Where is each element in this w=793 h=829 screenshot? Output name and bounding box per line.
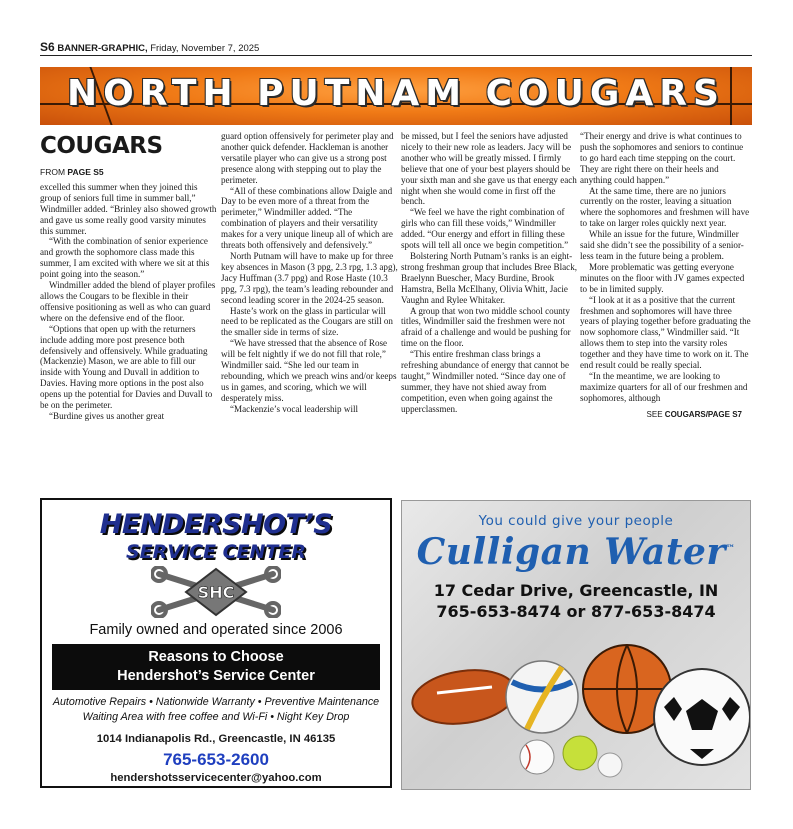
hendershot-subbrand: SERVICE CENTER — [126, 541, 306, 563]
jump-to-label: SEE — [646, 409, 663, 419]
culligan-brand-name: Culligan Water — [416, 531, 726, 573]
paragraph: guard option offensively for perimeter play and another quick defender. Hackleman is another versatile player who can give us a strong post presence along with stepping out to play the perimeter. — [221, 131, 394, 185]
reasons-line-2: Hendershot’s Service Center — [117, 668, 315, 684]
paragraph: “Burdine gives us another great — [49, 410, 165, 421]
folio-rule — [40, 55, 752, 56]
jump-from-page: PAGE S5 — [67, 167, 104, 177]
paragraph: “With the combination of senior experience and growth the sophomore class made this summer, I am excited with where we sit at this point going into the season.” — [40, 236, 210, 280]
trademark-symbol: ™ — [725, 544, 736, 554]
paragraph: “All of these combinations allow Daigle and Day to be even more of a threat from the perimeter,” Windmiller added. “The combination of players and their versatility makes for a very unique lineup all of which are threats both offensively and defensively.” — [221, 185, 393, 251]
reasons-box — [52, 644, 380, 690]
paragraph: “In the meantime, we are looking to maximize quarters for all of our freshmen and sophomores, although — [580, 370, 748, 403]
banner-title: NORTH PUTNAM COUGARS — [67, 73, 725, 114]
culligan-phones: 765-653-8474 or 877-653-8474 — [436, 602, 716, 621]
football-icon — [409, 664, 519, 730]
hendershot-brand: HENDERSHOT’S — [99, 509, 333, 540]
article-column-1 — [40, 131, 217, 422]
paragraph: While an issue for the future, Windmiller said she didn’t see the possibility of a senior-less team in the future being a problem. — [580, 229, 744, 261]
publication-date: Friday, November 7, 2025 — [150, 43, 260, 54]
paragraph: North Putnam will have to make up for three key absences in Mason (3 ppg, 2.3 rpg, 1.3 apg), Jacy Huffman (3.7 ppg) and Rose Haste (10.3 ppg, 7.3 rpg), the team’s leading rebounder and second leading scorer in the 2024-25 season. — [221, 250, 398, 305]
golf-ball-icon — [598, 753, 622, 777]
paragraph: “Their energy and drive is what continues to push the sophomores and seniors to continue to go hard each time stepping on the court. They are right there on their heels and anything could happen.” — [580, 131, 744, 185]
services-line-1: Automotive Repairs • Nationwide Warranty • Preventive Maintenance — [52, 696, 380, 708]
page-number: S6 — [40, 40, 55, 54]
paragraph: Bolstering North Putnam’s ranks is an eight-strong freshman group that includes Bree Black, Braelynn Buescher, Macy Burdine, Brook Hamstra, Bella McElhany, Olivia Whitt, Jacie Vaughn and Rylee Whitaker. — [401, 250, 578, 305]
article-column-4 — [580, 131, 752, 421]
sports-balls-icon — [402, 637, 751, 790]
tennis-ball-icon — [563, 736, 597, 770]
services-line-2: Waiting Area with free coffee and Wi-Fi • Night Key Drop — [82, 711, 350, 723]
hendershot-email: hendershotsservicecenter@yahoo.com — [110, 772, 322, 784]
culligan-brand — [402, 531, 750, 573]
culligan-address: 17 Cedar Drive, Greencastle, IN — [433, 581, 719, 600]
article-column-3 — [401, 131, 578, 415]
paragraph: “I look at it as a positive that the current freshmen and sophomores will have three years of playing together before graduating the now sophomore class,” Windmiller said. “It allows them to step into the varsity roles together and they have time to work on it. The end result could be really special. — [580, 294, 751, 371]
paragraph: excelled this summer when they joined this group of seniors full time in summer ball,” Windmiller added. “Brinley also showed growth and gave us some really good varsity minutes this summer. — [40, 181, 217, 236]
wrench-logo-icon — [151, 566, 281, 618]
paragraph: “This entire freshman class brings a refreshing abundance of energy that cannot be taught,” Windmiller noted. “Since day one of summer, they have not shied away from competition, even when going against the upperclassmen. — [401, 349, 569, 414]
jump-to — [580, 410, 752, 421]
paragraph: “Options that open up with the returners include adding more post presence both defensively and offensively. While graduating (Mackenzie) Mason, we are able to fill our inside with Young and Duvall in addition to Davies. Having more options in the post also opens up the potential for Davies and Duvall to be on the perimeter. — [40, 323, 213, 411]
article-column-2 — [221, 131, 398, 415]
hendershot-tagline: Family owned and operated since 2006 — [89, 622, 343, 638]
reasons-line-1: Reasons to Choose — [148, 649, 284, 665]
jump-from-label: FROM — [40, 167, 66, 177]
page-folio — [40, 40, 259, 54]
paragraph: “We feel we have the right combination of girls who can fill these voids,” Windmiller added. “Our energy and effort in filling these spots will tell all once we begin competition.” — [401, 207, 569, 251]
paragraph: Haste’s work on the glass in particular will need to be replicated as the Cougars are still on the smaller side in terms of size. — [221, 305, 393, 338]
paragraph: Windmiller added the blend of player profiles allows the Cougars to be flexible in their offensive positioning as well as who can guard where on the defensive end of the floor. — [40, 280, 216, 323]
paragraph: “We have stressed that the absence of Rose will be felt nightly if we do not fill that role,” Windmiller said. “She led our team in rebounding, which we preach wins and/or keeps us in games, and scoring, which we will desperately miss. — [221, 338, 397, 403]
logo-text: SHC — [197, 583, 235, 602]
hendershot-phone: 765-653-2600 — [163, 750, 269, 769]
paragraph: “Mackenzie’s vocal leadership will — [230, 403, 359, 414]
jump-to-page: COUGARS/PAGE S7 — [664, 409, 742, 419]
publication-name: BANNER-GRAPHIC, — [57, 43, 148, 54]
section-banner — [40, 67, 752, 125]
paragraph: A group that won two middle school county titles, Windmiller said the freshmen were not afraid of a challenge and would be pushing for time on the floor. — [401, 305, 571, 349]
article-headline: COUGARS — [40, 133, 163, 159]
paragraph: be missed, but I feel the seniors have adjusted nicely to their new role as leaders. Jacy will be another who will be greatly missed. I firmly believe that one of your best players should be your sixth man and she gave us that energy each night when she would come in first off the bench. — [401, 131, 577, 207]
hendershot-address: 1014 Indianapolis Rd., Greencastle, IN 46135 — [96, 733, 336, 745]
baseball-icon — [520, 740, 554, 774]
culligan-kicker: You could give your people — [478, 513, 674, 529]
culligan-ad — [401, 500, 751, 790]
paragraph: More problematic was getting everyone minutes on the floor with JV games expected to be in limited supply. — [580, 261, 745, 294]
jump-from — [40, 167, 217, 178]
services-list — [42, 695, 390, 725]
paragraph: At the same time, there are no juniors currently on the roster, leaving a situation where the sophomores and freshmen will have to take on larger roles quickly next year. — [580, 185, 750, 229]
hendershot-ad — [40, 498, 392, 788]
